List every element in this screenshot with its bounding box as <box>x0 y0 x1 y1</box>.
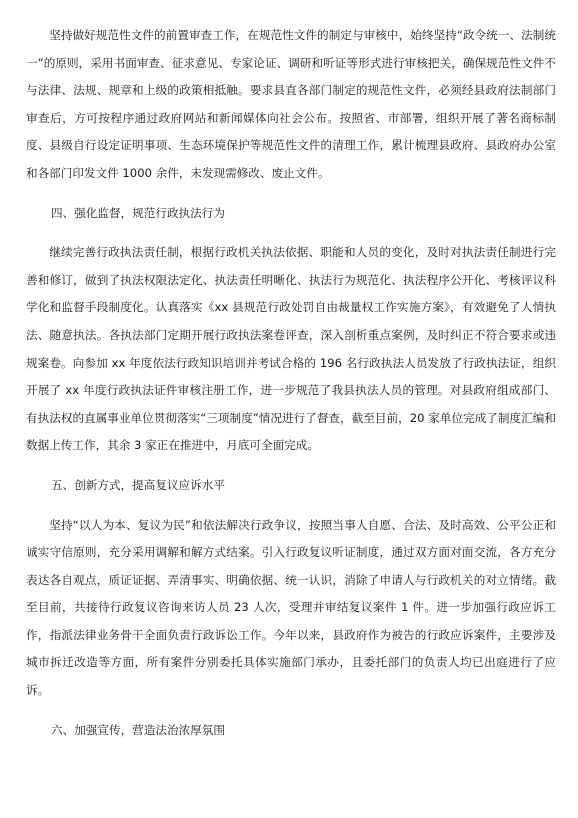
paragraph-law-enforcement-supervision: 继续完善行政执法责任制，根据行政机关执法依据、职能和人员的变化，及时对执法责任制进行完善和修订，做到了执法权限法定化、执法责任明晰化、执法行为规范化、执法程序公开化、考核评议科学化和监督手段制度化。认真落实《xx 县规范行政处罚自由裁量权工作实施方案》，有效避免了人情执法、随意执法。各执法部门定期开展行政执法案卷评查，深入剖析重点案例，及时纠正不符合要求或违规案卷。向参加 xx 年度依法行政知识培训并考试合格的 196 名行政执法人员发放了行政执法证，组织开展了 xx 年度行政执法证件审核注册工作，进一步规范了我县执法人员的管理。对县政府组成部门、有执法权的直属事业单位贯彻落实“三项制度”情况进行了督查，截至目前，20 家单位完成了制度汇编和数据上传工作，其余 3 家正在推进中，月底可全面完成。 <box>26 245 556 453</box>
section-heading-4: 四、强化监督，规范行政执法行为 <box>51 205 225 220</box>
paragraph-normative-document-review: 坚持做好规范性文件的前置审查工作，在规范性文件的制定与审核中，始终坚持“政令统一、法制统一”的原则，采用书面审查、征求意见、专家论证、调研和听证等形式进行审核把关，确保规范性文件不与法律、法规、规章和上级的政策相抵触。要求县直各部门制定的规范性文件，必须经县政府法制部门审查后，方可按程序通过政府网站和新闻媒体向社会公布。按照省、市部署，组织开展了著名商标制度、县级自行设定证明事项、生态环境保护等规范性文件的清理工作，累计梳理县政府、县政府办公室和各部门印发文件 1000 余件，未发现需修改、废止文件。 <box>26 28 556 180</box>
section-heading-5: 五、创新方式，提高复议应诉水平 <box>51 477 225 492</box>
section-heading-6: 六、加强宣传，营造法治浓厚氛围 <box>51 722 225 737</box>
paragraph-administrative-reconsideration: 坚持“以人为本、复议为民”和依法解决行政争议，按照当事人自愿、合法、及时高效、公平公正和诚实守信原则，充分采用调解和解方式结案。引入行政复议听证制度，通过双方面对面交流，各方充分表达各自观点，质证证据、弄清事实、明确依据、统一认识，消除了申请人与行政机关的对立情绪。截至目前，共接待行政复议咨询来访人员 23 人次，受理并审结复议案件 1 件。进一步加强行政应诉工作，指派法律业务骨干全面负责行政诉讼工作。今年以来，县政府作为被告的行政应诉案件，主要涉及城市拆迁改造等方面，所有案件分别委托具体实施部门承办，且委托部门的负责人均已出庭进行了应诉。 <box>26 517 556 698</box>
